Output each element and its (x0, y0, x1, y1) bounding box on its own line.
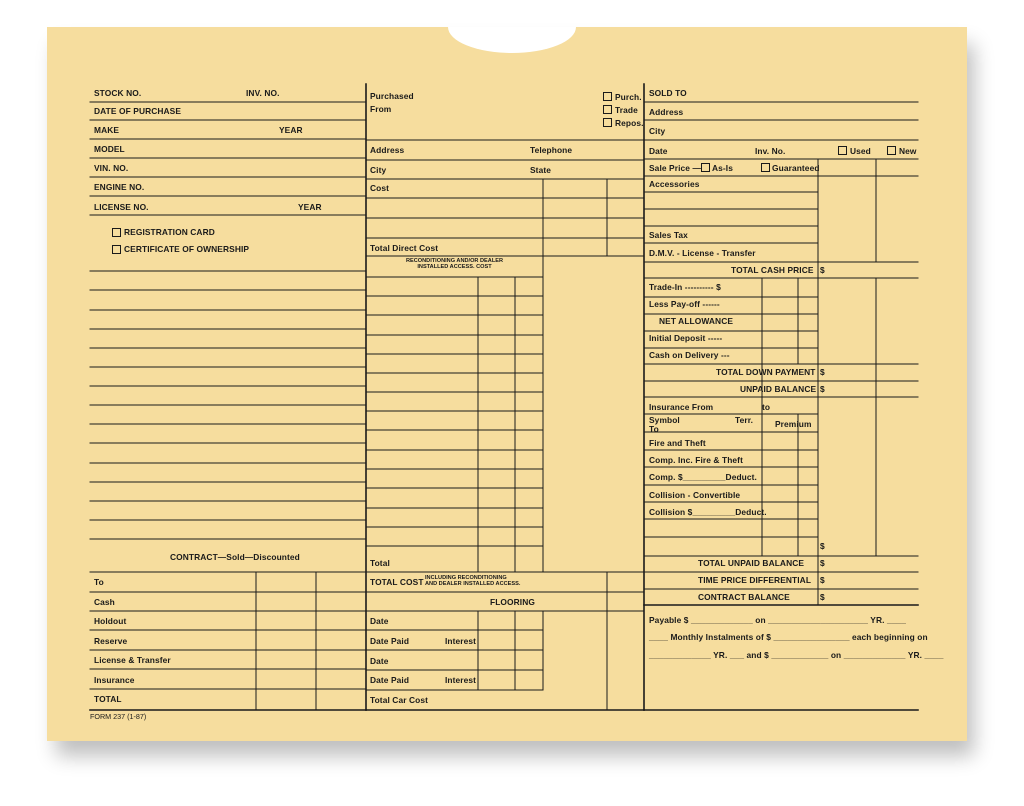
guaranteed-label: Guaranteed (772, 163, 820, 173)
make-label: MAKE (94, 125, 120, 135)
insurance-to-label: to (762, 402, 771, 412)
middle-city-label: City (370, 165, 387, 175)
time-price-differential-dollar: $ (820, 575, 825, 585)
state-label: State (530, 165, 551, 175)
stock-no-label: STOCK NO. (94, 88, 142, 98)
from-label: From (370, 104, 392, 114)
payable-line: Payable $ _____________ on _____________________ YR. ____ (649, 615, 907, 625)
flooring-row-date-paid-1: Date Paid (370, 636, 410, 646)
less-payoff-label: Less Pay-off ------ (649, 299, 720, 309)
inv-no-label: INV. NO. (246, 88, 280, 98)
contract-row-reserve: Reserve (94, 636, 128, 646)
total-down-payment-label: TOTAL DOWN PAYMENT (716, 367, 816, 377)
as-is-label: As-Is (712, 163, 733, 173)
unpaid-balance-dollar: $ (820, 384, 825, 394)
middle-panel-rules (366, 140, 644, 710)
total-unpaid-balance-label: TOTAL UNPAID BALANCE (698, 558, 805, 568)
comp-inc-label: Comp. Inc. Fire & Theft (649, 455, 743, 465)
left-panel-rules (90, 102, 366, 710)
sales-tax-label: Sales Tax (649, 230, 688, 240)
collision-convertible-label: Collision - Convertible (649, 490, 741, 500)
make-year-label: YEAR (279, 125, 303, 135)
vin-no-label: VIN. NO. (94, 163, 129, 173)
new-label: New (899, 146, 917, 156)
terr-label: Terr. (735, 415, 754, 425)
collision-deduct-label: Collision $_________Deduct. (649, 507, 767, 517)
license-no-label: LICENSE NO. (94, 202, 149, 212)
purchased-label: Purchased (370, 91, 414, 101)
contract-balance-label: CONTRACT BALANCE (698, 592, 790, 602)
repos-option-label: Repos. (615, 118, 644, 128)
telephone-label: Telephone (530, 145, 573, 155)
trade-option-label: Trade (615, 105, 638, 115)
contract-row-holdout: Holdout (94, 616, 127, 626)
middle-address-label: Address (370, 145, 405, 155)
trade-in-label: Trade-In ---------- $ (649, 282, 721, 292)
cash-on-delivery-label: Cash on Delivery --- (649, 350, 730, 360)
monthly-instalments-line: ____ Monthly Instalments of $ ________________ each beginning on (649, 632, 928, 642)
total-label: Total (370, 558, 390, 568)
flooring-row-date-1: Date (370, 616, 389, 626)
right-city-label: City (649, 126, 666, 136)
cost-label: Cost (370, 183, 390, 193)
insurance-total-dollar: $ (820, 541, 825, 551)
fire-and-theft-label: Fire and Theft (649, 438, 706, 448)
total-unpaid-balance-dollar: $ (820, 558, 825, 568)
contract-row-total: TOTAL (94, 694, 122, 704)
contract-heading: CONTRACT—Sold—Discounted (170, 552, 300, 562)
engine-no-label: ENGINE NO. (94, 182, 145, 192)
contract-row-license-transfer: License & Transfer (94, 655, 171, 665)
total-direct-cost-label: Total Direct Cost (370, 243, 439, 253)
insurance-from-label: Insurance From (649, 402, 714, 412)
total-cash-price-dollar: $ (820, 265, 825, 275)
interest-label-1: Interest (445, 636, 477, 646)
flooring-row-date-paid-2: Date Paid (370, 675, 410, 685)
purch-option-label: Purch. (615, 92, 642, 102)
used-label: Used (850, 146, 871, 156)
premium-label: Premium (775, 419, 812, 429)
right-address-label: Address (649, 107, 684, 117)
contract-row-to: To (94, 577, 104, 587)
total-cash-price-label: TOTAL CASH PRICE (731, 265, 814, 275)
total-cost-label: TOTAL COST (370, 577, 424, 587)
accessories-label: Accessories (649, 179, 700, 189)
unpaid-balance-label: UNPAID BALANCE (740, 384, 817, 394)
reconditioning-heading: RECONDITIONING AND/OR DEALER INSTALLED ACCESS. COST (405, 258, 504, 270)
right-inv-no-label: Inv. No. (755, 146, 786, 156)
interest-label-2: Interest (445, 675, 477, 685)
time-price-differential-label: TIME PRICE DIFFERENTIAL (698, 575, 812, 585)
flooring-row-date-2: Date (370, 656, 389, 666)
contract-balance-dollar: $ (820, 592, 825, 602)
date-label: Date (649, 146, 668, 156)
net-allowance-label: NET ALLOWANCE (659, 316, 734, 326)
sale-price-label: Sale Price — (649, 163, 701, 173)
right-panel-rules (644, 102, 918, 605)
registration-card-label: REGISTRATION CARD (124, 227, 215, 237)
contract-row-insurance: Insurance (94, 675, 135, 685)
certificate-of-ownership-label: CERTIFICATE OF OWNERSHIP (124, 244, 250, 254)
yr-and-on-line: _____________ YR. ___ and $ ____________ on _____________ YR. ____ (649, 650, 944, 660)
flooring-heading: FLOORING (490, 597, 535, 607)
total-car-cost-label: Total Car Cost (370, 695, 429, 705)
form-number: FORM 237 (1-87) (90, 712, 147, 721)
model-label: MODEL (94, 144, 125, 154)
dmv-label: D.M.V. - License - Transfer (649, 248, 756, 258)
date-of-purchase-label: DATE OF PURCHASE (94, 106, 182, 116)
symbol-to-label: Symbol To (649, 415, 680, 434)
initial-deposit-label: Initial Deposit ----- (649, 333, 723, 343)
sold-to-label: SOLD TO (649, 88, 687, 98)
total-cost-note: INCLUDING RECONDITIONING AND DEALER INSTALLED ACCESS. (425, 575, 521, 587)
license-year-label: YEAR (298, 202, 322, 212)
contract-row-cash: Cash (94, 597, 115, 607)
total-down-payment-dollar: $ (820, 367, 825, 377)
comp-deduct-label: Comp. $_________Deduct. (649, 472, 757, 482)
